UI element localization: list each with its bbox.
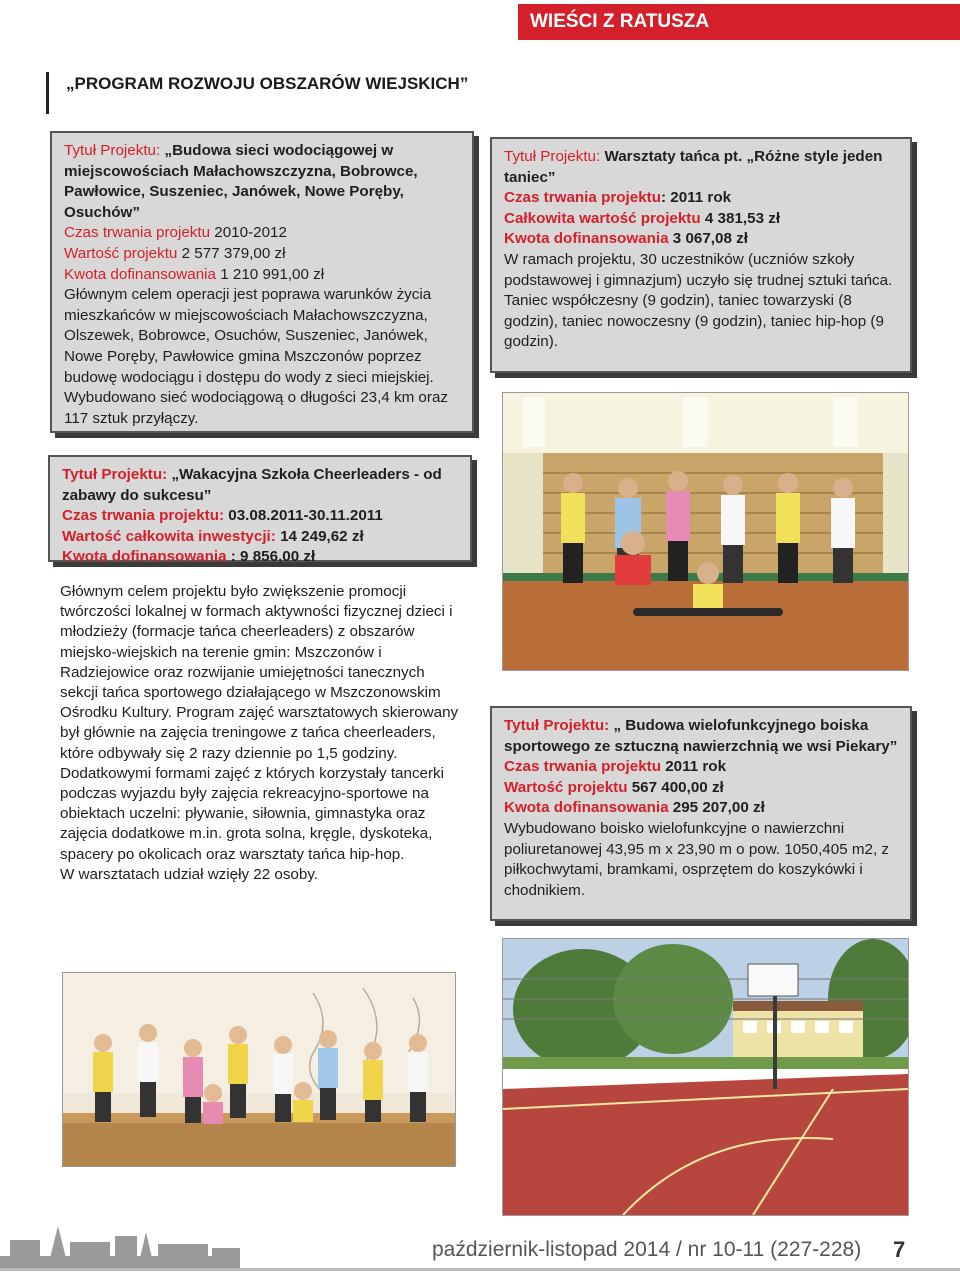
cheer-note: W warsztatach udział wzięły 22 osoby. <box>60 865 319 883</box>
project-duration: Czas trwania projektu: 03.08.2011-30.11.2011 <box>62 507 383 525</box>
town-skyline-illustration <box>0 1218 240 1268</box>
project-duration: Czas trwania projektu 2011 rok <box>504 758 727 776</box>
photo-dance-class <box>502 392 909 671</box>
project-title: Tytuł Projektu: „Wakacyjna Szkoła Cheerleaders - od zabawy do sukcesu” <box>62 466 442 504</box>
project-duration: Czas trwania projektu: 2011 rok <box>504 189 732 207</box>
program-title: „PROGRAM ROZWOJU OBSZARÓW WIEJSKICH” <box>66 74 469 93</box>
project-title: Tytuł Projektu: Warsztaty tańca pt. „Różne style jeden taniec” <box>504 148 883 186</box>
project-cofunding: Kwota dofinansowania 3 067,08 zł <box>504 230 748 248</box>
project-duration: Czas trwania projektu 2010-2012 <box>64 224 287 242</box>
cheer-description <box>60 582 460 885</box>
issue-info: październik-listopad 2014 / nr 10-11 (227-228) <box>432 1238 862 1261</box>
photo-sports-field <box>502 938 909 1216</box>
project-description: Głównym celem operacji jest poprawa warunków życia mieszkańców w miejscowościach Małachowszczyzna, Olszewek, Bobrowce, Osuchów, Suszeniec, Janówek, Nowe Poręby, Pawłowice gmina Mszczonów poprzez budowę wodociągu i dostępu do wody z sieci miejskiej. Wybudowano sieć wodociągową o długości 23,4 km oraz 117 sztuk przyłączy. <box>64 286 448 427</box>
project-description: W ramach projektu, 30 uczestników (uczniów szkoły podstawowej i gimnazjum) uczyło się trudnej sztuki tańca. Taniec współczesny (9 godzin), taniec towarzyski (8 godzin), taniec nowoczesny (9 godzin), taniec hip-hop (9 godzin). <box>504 250 893 351</box>
project-box-sports-field <box>490 706 912 921</box>
project-cofunding: Kwota dofinansowania : 9 856,00 zł <box>62 548 316 566</box>
footer-rule <box>0 1268 960 1271</box>
project-value: Wartość projektu 2 577 379,00 zł <box>64 244 286 262</box>
project-cofunding: Kwota dofinansowania 295 207,00 zł <box>504 799 765 817</box>
project-box-cheerleaders <box>48 455 472 566</box>
project-title: Tytuł Projektu: „Budowa sieci wodociągowej w miejscowościach Małachowszczyzna, Bobrowce, Pawłowice, Suszeniec, Janówek, Nowe Poręby, Osuchów” <box>64 142 418 221</box>
project-value: Całkowita wartość projektu 4 381,53 zł <box>504 209 781 227</box>
project-box-dance <box>490 137 912 373</box>
project-cofunding: Kwota dofinansowania 1 210 991,00 zł <box>64 265 325 283</box>
cheer-body: Głównym celem projektu było zwiększenie promocji twórczości lokalnej w formach aktywności fizycznej dzieci i młodzieży (formacje tańca cheerleaders) z obszarów miejsko-wiejskich na terenie gmin: Mszczonów i Radziejowice oraz rozwijanie umiejętności tanecznych sekcji tańca sportowego działającego w Mszczonowskim Ośrodku Kultury. Program zajęć warsztatowych skierowany był głównie na zajęcia treningowe z tańca cheerleaders, które odbywały się 2 razy dziennie po 1,5 godziny. Dodatkowymi formami zajęć z których korzystały tancerki podczas wyjazdu były zajęcia rekreacyjno-sportowe na obiektach uczelni: pływanie, siłownia, gimnastyka oraz zajęcia dodatkowe m.in. grota solna, kręgle, dyskoteka, spacery po okolicach oraz warsztaty tańca hip-hop. <box>60 583 459 863</box>
project-title: Tytuł Projektu: „ Budowa wielofunkcyjnego boiska sportowego ze sztuczną nawierzchnią we wsi Piekary” <box>504 717 898 755</box>
title-rule <box>46 72 49 114</box>
section-tag: WIEŚCI Z RATUSZA <box>518 4 960 40</box>
project-box-water <box>50 131 474 433</box>
project-description: Wybudowano boisko wielofunkcyjne o nawierzchni poliuretanowej 43,95 m x 23,90 m o pow. 1050,405 m2, z piłkochwytami, bramkami, osprzętem do koszykówki i chodnikiem. <box>504 819 889 899</box>
project-value: Wartość projektu 567 400,00 zł <box>504 778 724 796</box>
photo-cheerleaders-group <box>62 972 456 1167</box>
project-value: Wartość całkowita inwestycji: 14 249,62 zł <box>62 527 364 545</box>
page-number: 7 <box>893 1237 906 1262</box>
